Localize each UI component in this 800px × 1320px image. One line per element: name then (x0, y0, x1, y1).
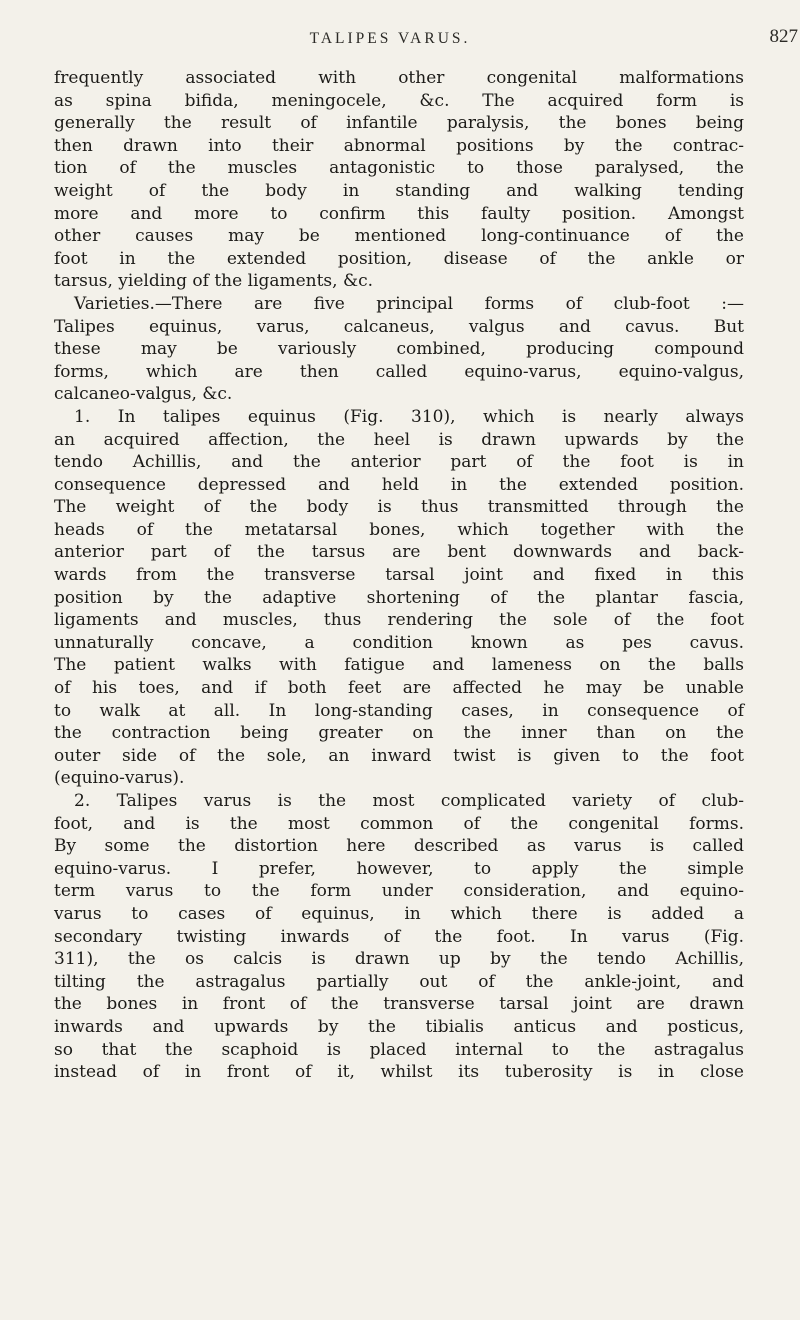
text-line: inwards and upwards by the tibialis anticus and posticus, (54, 1016, 744, 1037)
text-line: heads of the metatarsal bones, which together with the (54, 519, 744, 540)
text-line: calcaneo-valgus, &c. (54, 384, 233, 405)
text-line: forms, which are then called equino-varus, equino-valgus, (54, 361, 744, 382)
text-line: more and more to confirm this faulty position. Amongst (54, 203, 744, 224)
text-line: tilting the astragalus partially out of the ankle-joint, and (54, 971, 744, 992)
text-line: tion of the muscles antagonistic to those paralysed, the (54, 158, 744, 179)
text-line: to walk at all. In long-standing cases, in consequence of (54, 700, 744, 721)
text-line: secondary twisting inwards of the foot. In varus (Fig. (54, 926, 744, 947)
text-line: unnaturally concave, a condition known as pes cavus. (54, 632, 744, 653)
text-line: position by the adaptive shortening of the plantar fascia, (54, 587, 744, 608)
text-line: (equino-varus). (54, 768, 185, 789)
text-line: The patient walks with fatigue and lameness on the balls (54, 655, 744, 676)
body-text (54, 67, 744, 1084)
text-line: then drawn into their abnormal positions by the contrac- (54, 135, 744, 156)
text-line: anterior part of the tarsus are bent downwards and back- (54, 542, 744, 563)
page-number: 827 (769, 26, 798, 47)
text-line: so that the scaphoid is placed internal to the astragalus (54, 1039, 744, 1060)
text-line: these may be variously combined, producing compound (54, 339, 744, 360)
text-line: 2. Talipes varus is the most complicated variety of club- (74, 791, 744, 811)
text-line: the bones in front of the transverse tarsal joint are drawn (54, 994, 744, 1015)
text-line: outer side of the sole, an inward twist is given to the foot (54, 745, 744, 766)
text-line: foot, and is the most common of the congenital forms. (54, 813, 744, 834)
text-line: tendo Achillis, and the anterior part of the foot is in (54, 452, 744, 473)
text-line: weight of the body in standing and walking tending (54, 180, 744, 201)
text-line: Talipes equinus, varus, calcaneus, valgus and cavus. But (54, 316, 744, 337)
text-line: varus to cases of equinus, in which there is added a (54, 903, 744, 924)
text-line: instead of in front of it, whilst its tuberosity is in close (54, 1062, 744, 1083)
text-line: tarsus, yielding of the ligaments, &c. (54, 271, 374, 292)
running-head (40, 26, 798, 54)
text-line: of his toes, and if both feet are affected he may be unable (54, 678, 744, 699)
text-line: other causes may be mentioned long-continuance of the (54, 226, 744, 247)
text-line: 1. In talipes equinus (Fig. 310), which is nearly always (74, 406, 744, 427)
text-line: the contraction being greater on the inner than on the (54, 723, 744, 744)
text-line: equino-varus. I prefer, however, to apply the simple (54, 858, 744, 879)
text-line: frequently associated with other congenital malformations (54, 68, 744, 88)
text-line: 311), the os calcis is drawn up by the tendo Achillis, (54, 949, 744, 970)
text-line: By some the distortion here described as varus is called (54, 836, 744, 857)
text-line: generally the result of infantile paralysis, the bones being (54, 113, 744, 134)
text-line: ligaments and muscles, thus rendering the sole of the foot (54, 610, 744, 631)
text-line: foot in the extended position, disease of the ankle or (54, 248, 744, 269)
text-line: term varus to the form under consideration, and equino- (54, 881, 744, 902)
text-line: Varieties.—There are five principal forms of club-foot :— (74, 293, 744, 314)
text-line: consequence depressed and held in the extended position. (54, 474, 744, 495)
text-line: an acquired affection, the heel is drawn upwards by the (54, 429, 744, 450)
text-line: The weight of the body is thus transmitted through the (54, 497, 744, 518)
text-line: as spina bifida, meningocele, &c. The acquired form is (54, 90, 744, 111)
text-line: wards from the transverse tarsal joint and fixed in this (54, 565, 744, 586)
running-title: TALIPES VARUS. (309, 30, 471, 47)
